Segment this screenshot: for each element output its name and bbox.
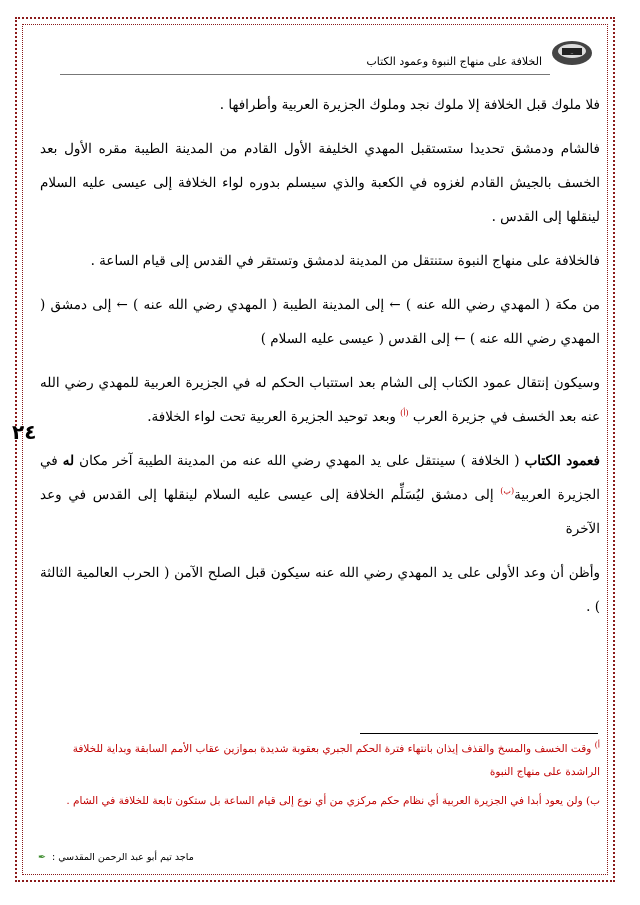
footnote-b: ب) ولن يعود أبدا في الجزيرة العربية أي نظام حكم مركزي من أي نوع إلى قيام الساعة بل ستكون تابعة للخلافة في الشام . — [66, 795, 600, 807]
author-name: ماجد تيم أبو عبد الرحمن المقدسي : — [52, 852, 194, 863]
svg-text:..: .. — [570, 50, 574, 56]
paragraph-5 — [40, 366, 600, 434]
paragraph-7: وأظن أن وعد الأولى على يد المهدي رضي الله عنه سيكون قبل الصلح الآمن ( الحرب العالمية الثالثة ) . — [40, 565, 600, 615]
paragraph-1: فلا ملوك قبل الخلافة إلا ملوك نجد وملوك الجزيرة العربية وأطرافها . — [219, 97, 600, 113]
footnote-a-text: وقت الخسف والمسخ والقذف إيذان بانتهاء فترة الحكم الجبري بعقوبة شديدة بموازين عقاب الأمم السابقة وبداية للخلافة الراشدة على منهاج النبوة — [72, 743, 600, 778]
book-logo-icon — [550, 38, 594, 68]
quill-icon: ✒ — [38, 852, 46, 863]
paragraph-2: فالشام ودمشق تحديدا ستستقبل المهدي الخليفة الأول القادم من المدينة الطيبة مقره الأول بعد الخسف بالجيش القادم لغزوه في الكعبة والذي سيسلم بدوره لواء الخلافة إلى عيسى عليه السلام لينقلها إلى القدس . — [40, 141, 600, 225]
paragraph-6-text-a: ( الخلافة ) سينتقل على يد المهدي رضي الله عنه من المدينة الطيبة آخر مكان — [74, 453, 525, 469]
footnote-ref-b[interactable]: (ب) — [500, 486, 515, 496]
paragraph-6-text-b: في الجزيرة العربية — [40, 453, 600, 503]
main-content — [40, 88, 600, 634]
footnote-a — [40, 738, 600, 784]
paragraph-6-lead: فعمود الكتاب — [524, 453, 601, 469]
header-rule — [60, 74, 550, 75]
header-title: الخلافة على منهاج النبوة وعمود الكتاب — [366, 55, 542, 68]
footnote-a-mark: أ) — [594, 740, 600, 750]
author-credit — [38, 852, 194, 863]
paragraph-3: فالخلافة على منهاج النبوة ستنتقل من المدينة لدمشق وتستقر في القدس إلى قيام الساعة . — [90, 253, 600, 269]
paragraph-6-emph: له — [62, 453, 75, 469]
footnotes — [40, 738, 600, 819]
paragraph-6 — [40, 444, 600, 546]
footnote-separator — [360, 733, 598, 734]
footnote-ref-a[interactable]: (أ) — [400, 408, 409, 418]
page-number: ٢٤ — [12, 420, 37, 444]
paragraph-5-text-end: وبعد توحيد الجزيرة العربية تحت لواء الخلافة. — [147, 409, 401, 425]
paragraph-4: من مكة ( المهدي رضي الله عنه ) ← إلى المدينة الطيبة ( المهدي رضي الله عنه ) ← إلى دمشق ( المهدي رضي الله عنه ) ← إلى القدس ( عيسى عليه السلام ) — [40, 297, 600, 347]
paragraph-6-text-c: إلى دمشق ليُسَلِّم الخلافة إلى عيسى عليه السلام لينقلها إلى القدس في وعد الآخرة — [40, 487, 600, 537]
paragraph-5-text: وسيكون إنتقال عمود الكتاب إلى الشام بعد استتباب الحكم له في الجزيرة العربية للمهدي رضي الله عنه بعد الخسف في جزيرة العرب — [40, 375, 600, 425]
page-header — [60, 36, 600, 80]
